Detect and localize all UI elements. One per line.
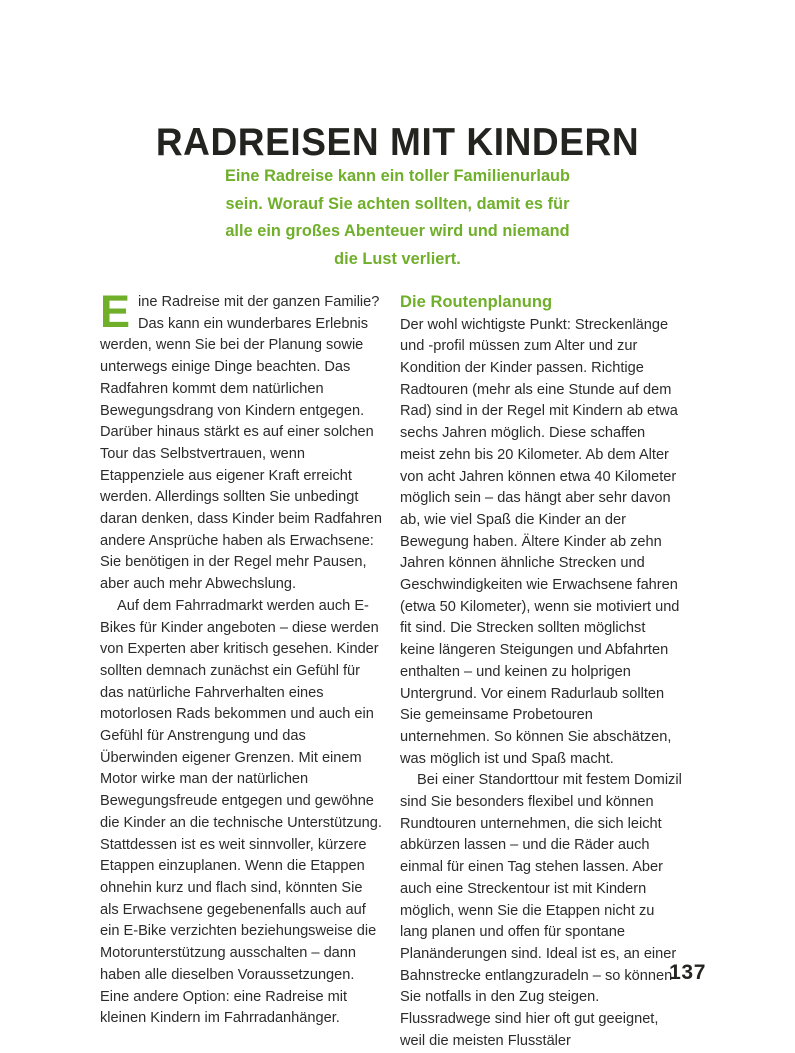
- section-heading: Die Routenplanung: [400, 293, 553, 311]
- paragraph: Der wohl wichtigste Punkt: Streckenlänge und -profil müssen zum Alter und zur Kondition der Kinder passen. Richtige Radtouren (mehr als eine Stunde auf dem Rad) sind in der Regel mit Kindern ab etwa sechs Jahren möglich. Diese schaffen meist zehn bis 20 Kilometer. Ab dem Alter von acht Jahren können etwa 40 Kilometer möglich sein – das hängt aber sehr davon ab, wie viel Spaß die Kinder an der Bewegung haben. Ältere Kinder ab zehn Jahren können ähnliche Strecken und Geschwindigkeiten wie Erwachsene fahren (etwa 50 Kilometer), wenn sie motiviert und fit sind. Die Strecken sollten möglichst keine längeren Steigungen und Abfahrten enthalten – und keinen zu holprigen Untergrund. Vor einem Radurlaub sollten Sie gemeinsame Probetouren unternehmen. So können Sie abschätzen, was möglich ist und Spaß macht.: [400, 316, 680, 767]
- page-title: RADREISEN MIT KINDERN: [155, 121, 640, 165]
- article-standfirst: [160, 163, 635, 273]
- paragraph-text: ine Radreise mit der ganzen Familie? Das kann ein wunderbares Erlebnis werden, wenn Sie bei der Planung sowie unterwegs einige Dinge beachten. Das Radfahren kommt dem natürlichen Bewegungsdrang von Kindern entgegen. Darüber hinaus stärkt es auf einer solchen Tour das Selbstvertrauen, wenn Etappenziele aus eigener Kraft erreicht werden. Allerdings sollten Sie unbedingt daran denken, dass Kinder beim Radfahren andere Ansprüche haben als Erwachsene: Sie benötigen in der Regel mehr Pausen, aber auch mehr Abwechslung.: [100, 294, 382, 593]
- paragraph: [100, 286, 382, 596]
- body-column-right: [400, 292, 682, 1053]
- body-column-left: [100, 286, 382, 1030]
- page-number: 137: [669, 961, 706, 984]
- standfirst-line-4: die Lust verliert.: [334, 249, 461, 268]
- standfirst-line-3: alle ein großes Abenteuer wird und niemand: [225, 222, 570, 240]
- standfirst-line-2: sein. Worauf Sie achten sollten, damit es für: [225, 194, 570, 213]
- paragraph: Bei einer Standorttour mit festem Domizil sind Sie besonders flexibel und können Rundtouren unternehmen, die sich leicht abkürzen lassen – und die Räder auch einmal für einen Tag stehen lassen. Aber auch eine Streckentour ist mit Kindern möglich, wenn Sie die Etappen nicht zu lang planen und offen für spontane Planänderungen sind. Ideal ist es, an einer Bahnstrecke entlangzuradeln – so können Sie notfalls in den Zug steigen. Flussradwege sind hier oft gut geeignet, weil die meisten Flusstäler: [400, 772, 682, 1049]
- paragraph: Auf dem Fahrradmarkt werden auch E-Bikes für Kinder angeboten – diese werden von Experten aber kritisch gesehen. Kinder sollten demnach zunächst ein Gefühl für das natürliche Fahrverhalten eines motorlosen Rads bekommen und auch ein Gefühl für Anstrengung und das Überwinden eigener Grenzen. Mit einem Motor wirke man der natürlichen Bewegungsfreude entgegen und gewöhne die Kinder an die technische Unterstützung. Stattdessen ist es weit sinnvoller, kürzere Etappen einzuplanen. Wenn die Etappen ohnehin kurz und flach sind, könnten Sie als Erwachsene gegebenenfalls auch auf ein E-Bike verzichten beziehungsweise die Motorunterstützung ausschalten – dann haben alle dieselben Voraussetzungen. Eine andere Option: eine Radreise mit kleinen Kindern im Fahrradanhänger.: [100, 597, 382, 1027]
- drop-cap-letter: E: [100, 286, 131, 337]
- standfirst-line-1: Eine Radreise kann ein toller Familienurlaub: [224, 167, 571, 185]
